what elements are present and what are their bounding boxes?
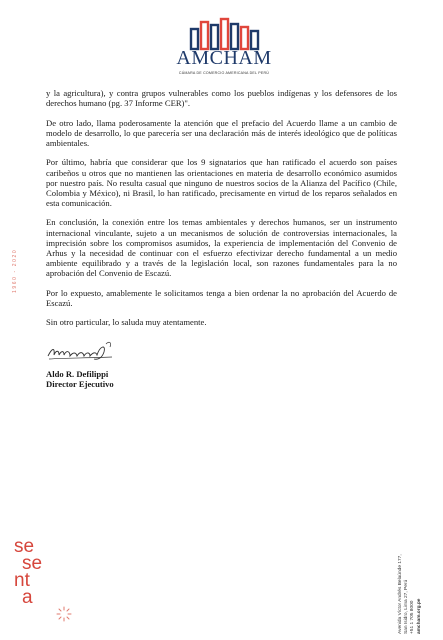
logo-wordmark: AMCHAM [176, 47, 272, 69]
website-link[interactable]: amcham.org.pe [416, 598, 422, 634]
paragraph: Por último, habría que considerar que los 9 signatarios que han ratificado el acuerdo son países caribeños u otros que no mantienen las orientaciones en materia de desarrollo económico asumidos por nuestro país. No resulta casual que ninguno de nuestros socios de la Alianza del Pacífico (Chile, Colombia y México), ni Brasil, lo han ratificado, precisamente en virtud de los reparos señalados en esta comunicación. [46, 157, 397, 208]
paragraph: Por lo expuesto, amablemente le solicitamos tenga a bien ordenar la no aprobación del Acuerdo de Escazú. [46, 287, 397, 308]
phone-number: +51 1 705 8000 [410, 600, 416, 634]
signer-title: Director Ejecutivo [46, 379, 114, 390]
address-block [398, 554, 423, 634]
paragraph: De otro lado, llama poderosamente la atención que el prefacio del Acuerdo llame a un cambio de modelo de desarrollo, lo que parecería ser una declaración más de interés ideológico que de políticas ambientales. [46, 117, 397, 148]
handwritten-signature [46, 338, 118, 364]
sesenta-line: a [22, 587, 33, 608]
letter-body [46, 88, 397, 337]
sesenta-line: nt [14, 570, 30, 591]
paragraph: En conclusión, la conexión entre los temas ambientales y derechos humanos, ser un instrumento internacional vinculante, sujeto a un mecanismos de solución de controversias internacionales, la imprecisión sobre los compromisos asumidos, la experiencia de implementación del Convenio de Arhus y la necesidad de continuar con el esfuerzo efectivizar derecho fundamental a un medio ambiente equilibrado y a través de la legislación local, son razones fundamentales para la no aprobación del Convenio de Escazú. [46, 217, 397, 278]
signer-name: Aldo R. Defilippi [46, 369, 109, 379]
address-line: Avenida Víctor Andrés Belaúnde 177, [398, 554, 403, 634]
sesenta-line: se [14, 536, 35, 557]
paragraph: Sin otro particular, lo saluda muy atentamente. [46, 317, 207, 328]
sunburst-icon [56, 606, 72, 622]
paragraph: y la agricultura), y contra grupos vulnerables como los pueblos indígenas y los defensores de los derechos humano (pg. 37 Informe CER)". [46, 88, 397, 109]
address-line: San Isidro, Lima 27, Perú [404, 579, 410, 634]
signature-block [46, 369, 114, 390]
sesenta-wordmark [14, 538, 42, 606]
sesenta-line: se [22, 553, 43, 574]
amcham-logo [172, 16, 276, 78]
logo-subtitle: CÁMARA DE COMERCIO AMERICANA DEL PERÚ [178, 71, 270, 75]
anniversary-years: 1960 - 2020 [12, 248, 18, 293]
